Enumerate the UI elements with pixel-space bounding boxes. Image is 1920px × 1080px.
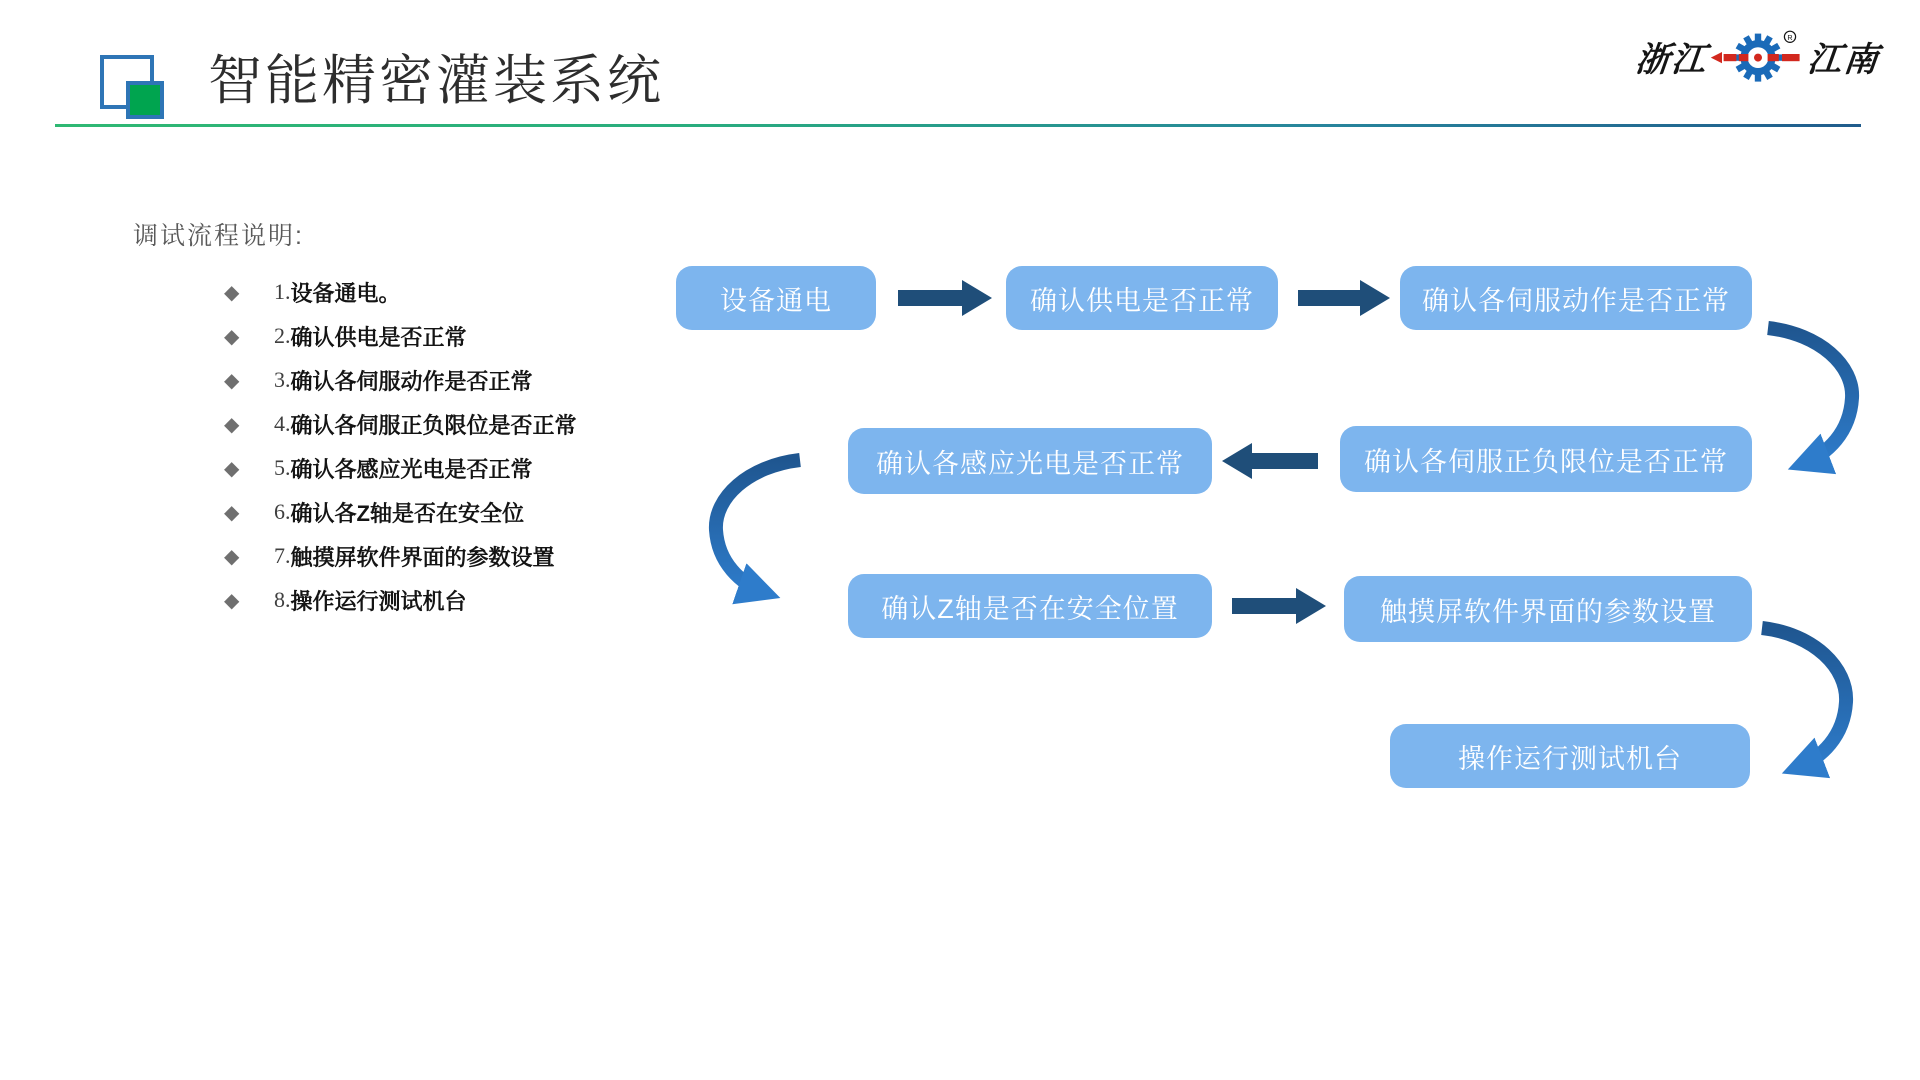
diamond-bullet-icon: ◆ xyxy=(224,457,240,480)
list-item xyxy=(224,314,577,358)
gear-icon xyxy=(1710,24,1806,88)
diamond-bullet-icon: ◆ xyxy=(224,369,240,392)
step-text: 确认供电是否正常 xyxy=(290,324,467,350)
logo-left-text: 浙江 xyxy=(1633,39,1710,80)
flow-node-check-servo-limits xyxy=(1340,426,1752,492)
flow-node-hmi-parameter-setup xyxy=(1344,576,1752,642)
step-number: 1. xyxy=(274,279,291,304)
flow-node-check-power-supply xyxy=(1006,266,1278,330)
flow-node-label: 触摸屏软件界面的参数设置 xyxy=(1380,596,1716,627)
flow-node-label: 确认各感应光电是否正常 xyxy=(876,448,1184,479)
diamond-bullet-icon: ◆ xyxy=(224,413,240,436)
company-logo xyxy=(1633,24,1882,88)
logo-right-text: 江南 xyxy=(1805,39,1882,80)
step-number: 3. xyxy=(274,367,291,392)
step-number: 4. xyxy=(274,411,291,436)
registered-mark: R xyxy=(1787,33,1793,42)
flow-node-check-servo-motion xyxy=(1400,266,1752,330)
flow-node-run-test-machine xyxy=(1390,724,1750,788)
step-number: 7. xyxy=(274,543,291,568)
step-text: 确认各伺服动作是否正常 xyxy=(290,368,533,394)
arrow-right-icon xyxy=(1232,588,1326,624)
flow-node-check-photo-sensors xyxy=(848,428,1212,494)
flow-node-power-on xyxy=(676,266,876,330)
step-text: 确认各伺服正负限位是否正常 xyxy=(290,412,577,438)
step-text: 确认各感应光电是否正常 xyxy=(290,456,533,482)
step-number: 2. xyxy=(274,323,291,348)
list-item xyxy=(224,490,577,534)
section-heading: 调试流程说明: xyxy=(133,222,304,250)
step-text: 确认各Z轴是否在安全位 xyxy=(290,500,524,526)
list-item xyxy=(224,270,577,314)
flow-node-label: 设备通电 xyxy=(720,285,832,316)
diamond-bullet-icon: ◆ xyxy=(224,325,240,348)
list-item xyxy=(224,446,577,490)
steps-list xyxy=(224,270,577,622)
diamond-bullet-icon: ◆ xyxy=(224,589,240,612)
list-item xyxy=(224,578,577,622)
curved-arrow-down-right-icon xyxy=(706,452,806,607)
list-item xyxy=(224,402,577,446)
flow-node-label: 操作运行测试机台 xyxy=(1458,743,1682,774)
list-item xyxy=(224,358,577,402)
curved-arrow-down-left-icon xyxy=(1762,318,1862,478)
page-title: 智能精密灌装系统 xyxy=(208,51,664,111)
flow-node-label: 确认各伺服正负限位是否正常 xyxy=(1364,446,1728,477)
arrow-left-icon xyxy=(1222,443,1318,479)
step-text: 设备通电。 xyxy=(290,280,401,306)
arrow-right-icon xyxy=(1298,280,1390,316)
diamond-bullet-icon: ◆ xyxy=(224,501,240,524)
step-number: 5. xyxy=(274,455,291,480)
step-number: 6. xyxy=(274,499,291,524)
arrow-right-icon xyxy=(898,280,992,316)
curved-arrow-down-left-icon xyxy=(1756,618,1856,783)
flow-node-label: 确认各伺服动作是否正常 xyxy=(1422,285,1730,316)
title-divider xyxy=(55,124,1861,127)
step-text: 操作运行测试机台 xyxy=(290,588,467,614)
flow-node-check-z-axis-safe xyxy=(848,574,1212,638)
flow-node-label: 确认供电是否正常 xyxy=(1030,285,1254,316)
diamond-bullet-icon: ◆ xyxy=(224,545,240,568)
step-number: 8. xyxy=(274,587,291,612)
green-square-icon xyxy=(126,81,164,119)
flow-node-label: 确认Z轴是否在安全位置 xyxy=(881,593,1179,624)
diamond-bullet-icon: ◆ xyxy=(224,281,240,304)
step-text: 触摸屏软件界面的参数设置 xyxy=(290,544,555,570)
list-item xyxy=(224,534,577,578)
